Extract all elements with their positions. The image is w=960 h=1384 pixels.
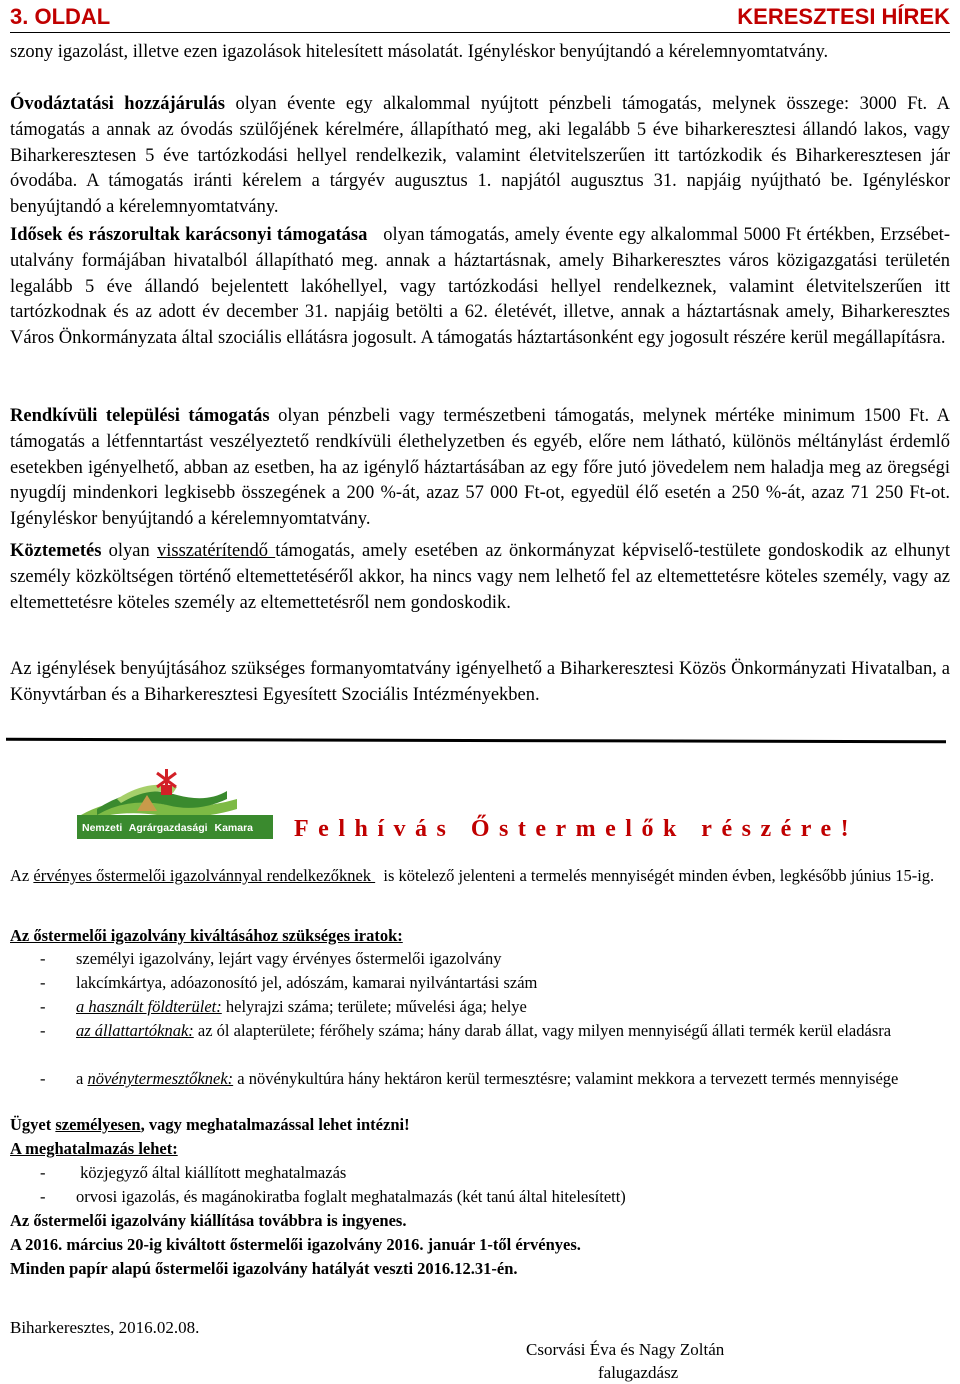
validity-note: A 2016. március 20-ig kiváltott őstermelői igazolvány 2016. január 1-től érvényes.: [10, 1235, 581, 1254]
paragraph-closing: Az igénylések benyújtásához szükséges formanyomtatvány igényelhető a Biharkeresztesi Közös Önkormányzati Hivatalban, a Könyvtárban és a Biharkeresztesi Egyesített Szociális Intézményekben.: [10, 659, 950, 705]
paragraph-christmas: [10, 223, 955, 352]
signatory-role: falugazdász: [598, 1363, 679, 1382]
burial-refundable: visszatérítendő: [156, 541, 276, 561]
doc-item: - lakcímkártya, adóazonosító jel, adószám, kamarai nyilvántartási szám: [40, 973, 538, 992]
logo-word-3: Kamara: [214, 822, 254, 834]
doc-item: - az állattartóknak: az ól alapterülete; férőhely száma; hány darab állat, vagy milyen mennyiségű állati termék kerül eladásra: [40, 1021, 892, 1040]
christmas-text: olyan támogatás, amely évente egy alkalommal 5000 Ft értékben, Erzsébet-utalvány formájában hivatalból állapítható meg. annak a háztartásnak, amely Biharkeresztes város közigazgatási területén legalább 5 éve állandó bejelentett lakóhellyel, vagy tartózkodási hellyel rendelkeznek, valamint életvitelszerűen itt tartózkodnak és az adott év december 31. napjáig betölti a 62. életévét, illetve, annak a háztartásnak amely, Biharkeresztes Város Önkormányzata által szociális ellátásra jogosult. A támogatás háztartásonként egy jogosult részére kerül megállapításra.: [10, 225, 955, 349]
free-note: Az őstermelői igazolvány kiállítása továbbra is ingyenes.: [10, 1211, 407, 1230]
paragraph-burial: [10, 539, 950, 616]
newspaper-title: KERESZTESI HÍREK: [737, 4, 950, 29]
christmas-title: Idősek és rászorultak karácsonyi támogatása: [10, 225, 368, 245]
authorization-title: A meghatalmazás lehet:: [10, 1139, 178, 1158]
logo-word-1: Nemzeti: [82, 822, 123, 834]
burial-title: Köztemetés: [10, 541, 102, 561]
chamber-logo: [77, 765, 273, 845]
signatories: Csorvási Éva és Nagy Zoltán: [526, 1340, 725, 1359]
callout-heading: Felhívás Őstermelők részére!: [294, 816, 859, 842]
farmer-intro-underlined: érvényes őstermelői igazolvánnyal rendelkezőknek: [33, 866, 376, 885]
farmer-intro-pre: Az: [10, 866, 34, 885]
extraordinary-text: olyan pénzbeli vagy természetbeni támogatás, melynek mértéke minimum 1500 Ft. A támogatás a létfenntartást veszélyeztető rendkívüli élethelyzetben és egyéb, előre nem látható, különös méltánylást érdemlő esetekben igényelhető, abban az esetben, ha az igénylő háztartásában az egy főre jutó jövedelem nem haladja meg az öregségi nyugdíj mindenkori legkisebb összegének a 200 %-át, azaz 57 000 Ft-ot, egyedül élő esetén a 250 %-át, azaz 71 250 Ft-ot. Igényléskor benyújtandó a kérelemnyomtatvány.: [10, 406, 950, 530]
paragraph-kindergarten: [10, 92, 950, 221]
burial-text: támogatás, amely esetében az önkormányzat képviselő-testülete gondoskodik az elhunyt személy közköltségen történő eltemettetéséről akkor, ha nincs vagy nem lelhető fel az eltemettetésre köteles személy, vagy az eltemettetésre köteles személy az eltemettetésről nem gondoskodik.: [10, 541, 950, 613]
kindergarten-title: Óvodáztatási hozzájárulás: [10, 94, 226, 114]
burial-pre: olyan: [101, 541, 157, 561]
place-date: Biharkeresztes, 2016.02.08.: [10, 1318, 200, 1337]
farmer-intro: [10, 864, 950, 888]
doc-item: - a használt földterület: helyrajzi száma; területe; művelési ága; helye: [40, 997, 527, 1016]
kindergarten-text: olyan évente egy alkalommal nyújtott pénzbeli támogatás, melynek összege: 3000 Ft. A támogatás a annak az óvodás szülőjének kérelmére, állapítható meg, aki legalább 5 éve biharkeresztesi állandó lakos, vagy Biharkeresztesen 5 éve tartózkodási hellyel rendelkezik, valamint életvitelszerűen itt tartózkodik és Biharkeresztesen jár óvodába. A támogatás iránti kérelem a tárgyév augusztus 1. napjától augusztus 31. napjáig nyújtható be. Igényléskor benyújtandó a kérelemnyomtatvány.: [10, 94, 950, 218]
doc-item: - személyi igazolvány, lejárt vagy érvényes őstermelői igazolvány: [40, 949, 502, 968]
logo-word-2: Agrárgazdasági: [128, 822, 208, 834]
paragraph-certificate: szony igazolást, illetve ezen igazolások hitelesített másolatát. Igényléskor benyújtandó a kérelemnyomtatvány.: [10, 42, 829, 62]
farmer-intro-post: is kötelező jelenteni a termelés mennyiségét minden évben, legkésőbb június 15-ig.: [375, 866, 935, 885]
authorization-item: - közjegyző által kiállított meghatalmazás: [40, 1163, 347, 1182]
paragraph-extraordinary: [10, 404, 950, 533]
section-divider: [6, 738, 946, 743]
authorization-item: - orvosi igazolás, és magánokiratba foglalt meghatalmazás (két tanú által hitelesített): [40, 1187, 626, 1206]
extraordinary-title: Rendkívüli települési támogatás: [10, 406, 270, 426]
docs-title: Az őstermelői igazolvány kiváltásához szükséges iratok:: [10, 926, 403, 945]
page-number: 3. OLDAL: [10, 4, 111, 29]
personal-note: Ügyet személyesen, vagy meghatalmazással lehet intézni!: [10, 1115, 410, 1134]
doc-item: - a növénytermesztőknek: a növénykultúra hány hektáron kerül termesztésre; valamint mekkora a tervezett termés mennyisége: [40, 1069, 899, 1088]
expiry-note: Minden papír alapú őstermelői igazolvány hatályát veszti 2016.12.31-én.: [10, 1259, 518, 1278]
page-header: [10, 2, 950, 33]
svg-text:Nemzeti Agrárgazdasági: [82, 822, 253, 834]
